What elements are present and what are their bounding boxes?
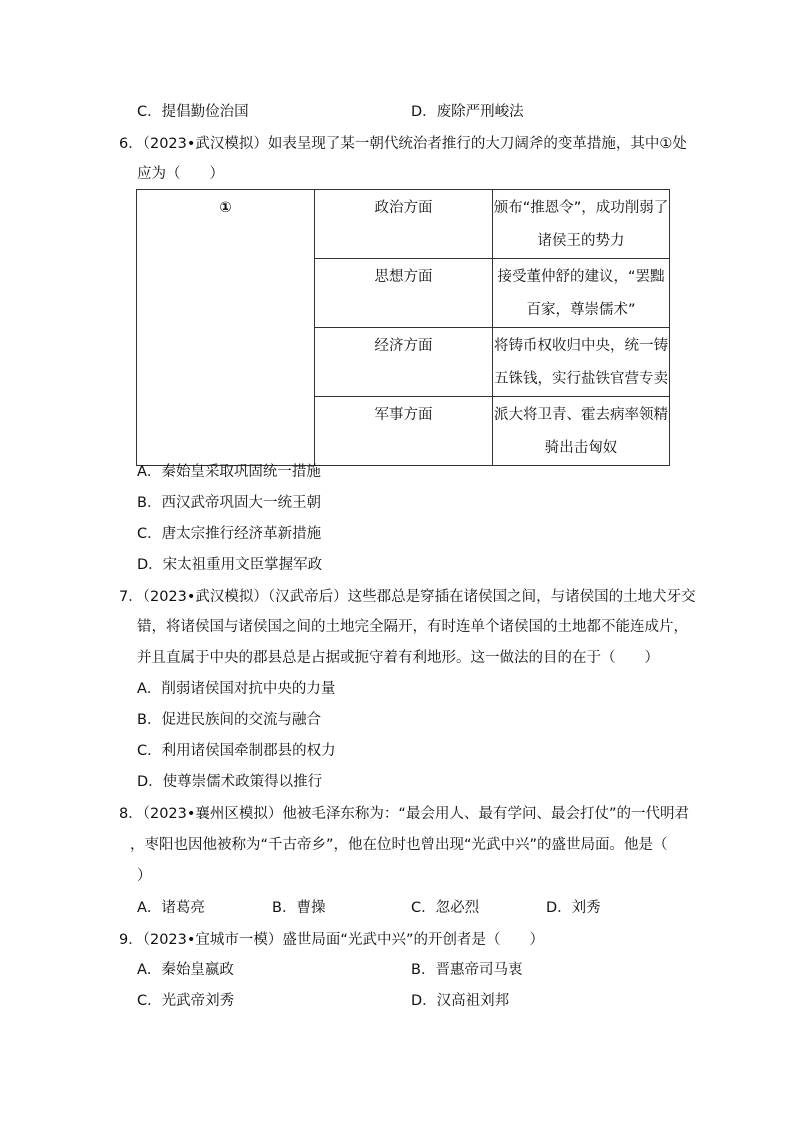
q8-option-d: D．刘秀 (546, 900, 601, 916)
q9-option-a: A．秦始皇嬴政 (137, 962, 234, 978)
q5-option-c: C．提倡勤俭治国 (137, 104, 249, 120)
measure-line: 诸侯王的势力 (537, 233, 625, 249)
q7-stem-line-1: 7．（2023•武汉模拟）（汉武帝后）这些郡总是穿插在诸侯国之间，与诸侯国的土地犬牙交 (119, 589, 696, 605)
measure-line: 将铸币权收归中央，统一铸 (494, 338, 668, 354)
table-aspect-cell: 思想方面 (315, 259, 493, 328)
q7-option-a: A．削弱诸侯国对抗中央的力量 (137, 681, 336, 697)
table-measure-cell (493, 397, 670, 466)
q6-stem-line-2: 应为（ ） (137, 166, 224, 182)
measure-line: 颁布“推恩令”，成功削弱了 (493, 200, 669, 216)
q6-option-b: B．西汉武帝巩固大一统王朝 (137, 495, 321, 511)
q8-option-c: C．忽必烈 (411, 900, 480, 916)
q6-stem-line-1: 6．（2023•武汉模拟）如表呈现了某一朝代统治者推行的大刀阔斧的变革措施，其中①处 (119, 136, 687, 152)
table-measure-cell (493, 328, 670, 397)
q7-option-d: D．使尊崇儒术政策得以推行 (137, 774, 323, 790)
q7-stem-line-2: 错，将诸侯国与诸侯国之间的土地完全隔开，有时连单个诸侯国的土地都不能连成片， (137, 619, 688, 635)
q9-option-b: B．晋惠帝司马衷 (411, 962, 523, 978)
measure-line: 百家，尊崇儒术” (526, 302, 636, 318)
q8-stem-line-1: 8．（2023•襄州区模拟）他被毛泽东称为：“最会用人、最有学问、最会打仗”的一代明君 (119, 806, 689, 822)
q7-option-c: C．利用诸侯国牵制郡县的权力 (137, 743, 336, 759)
q8-stem-line-3: ） (137, 868, 152, 884)
table-aspect-cell: 政治方面 (315, 190, 493, 259)
q8-option-b: B．曹操 (272, 900, 326, 916)
circled-one-marker: ① (219, 200, 232, 216)
measure-line: 五铢钱，实行盐铁官营专卖 (494, 371, 668, 387)
q6-option-d: D．宋太祖重用文臣掌握军政 (137, 557, 323, 573)
q6-option-c: C．唐太宗推行经济革新措施 (137, 526, 322, 542)
table-aspect-cell: 军事方面 (315, 397, 493, 466)
q5-option-d: D．废除严刑峻法 (411, 104, 524, 120)
table-aspect-cell: 经济方面 (315, 328, 493, 397)
measure-line: 派大将卫青、霍去病率领精 (494, 407, 668, 423)
q8-stem-line-2: ，枣阳也因他被称为“千古帝乡”，他在位时也曾出现“光武中兴”的盛世局面。他是（ (130, 837, 668, 853)
q7-option-b: B．促进民族间的交流与融合 (137, 712, 321, 728)
q7-stem-line-3: 并且直属于中央的郡县总是占据或扼守着有利地形。这一做法的目的在于（ ） (137, 650, 659, 666)
q9-option-d: D．汉高祖刘邦 (411, 993, 510, 1009)
measure-line: 骑出击匈奴 (544, 440, 618, 456)
table-measure-cell (493, 190, 670, 259)
table-row (137, 190, 670, 259)
q6-reform-table (136, 189, 670, 466)
q9-option-c: C．光武帝刘秀 (137, 993, 235, 1009)
table-measure-cell (493, 259, 670, 328)
measure-line: 接受董仲舒的建议，“罢黜 (497, 269, 665, 285)
q9-stem-line-1: 9．（2023•宜城市一模）盛世局面“光武中兴”的开创者是（ ） (119, 932, 544, 948)
table-placeholder-cell (137, 190, 315, 466)
q6-option-a: A．秦始皇采取巩固统一措施 (137, 464, 321, 480)
q8-option-a: A．诸葛亮 (137, 900, 205, 916)
